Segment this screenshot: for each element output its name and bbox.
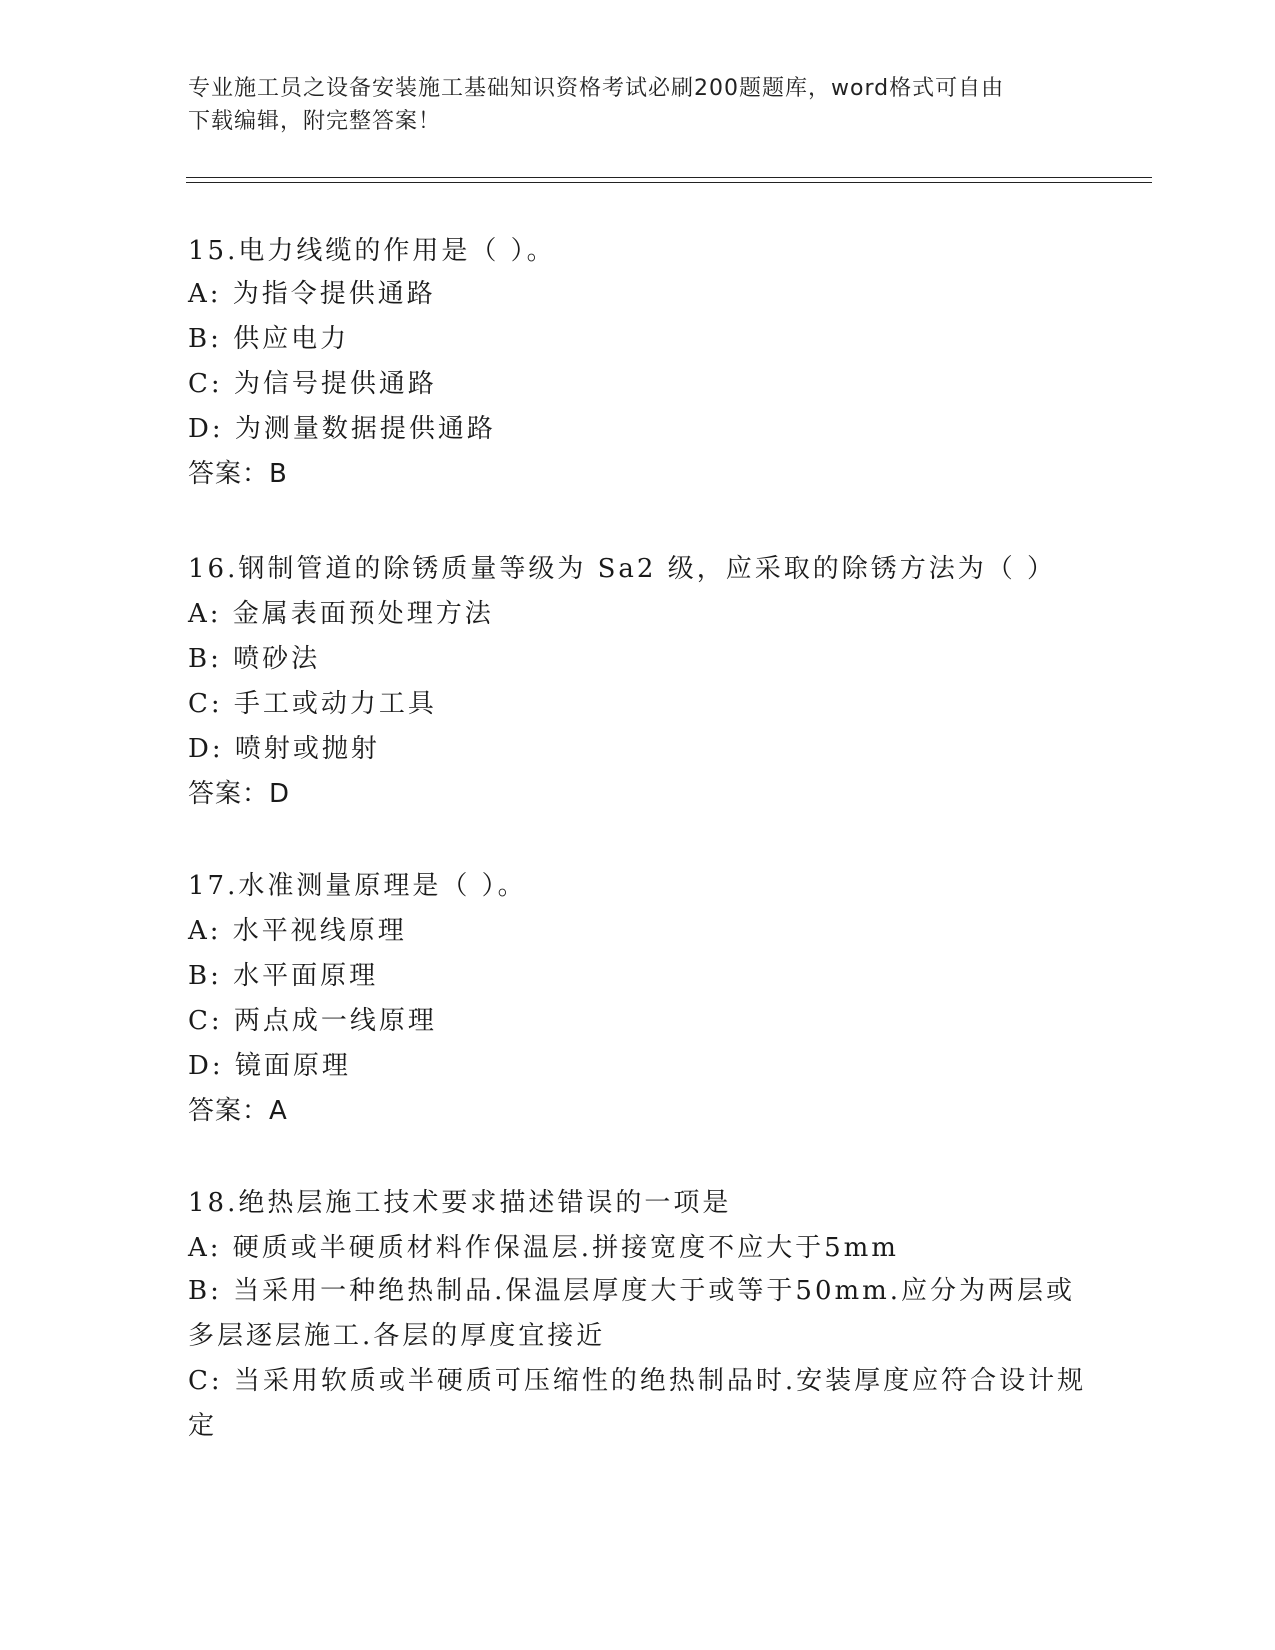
header-line-2: 下载编辑，附完整答案！ bbox=[188, 109, 442, 134]
question-18-option-a: A: 硬质或半硬质材料作保温层.拼接宽度不应大于5mm bbox=[188, 1233, 899, 1263]
question-15-option-d: D: 为测量数据提供通路 bbox=[188, 414, 496, 444]
question-15-option-c: C: 为信号提供通路 bbox=[188, 369, 437, 399]
question-15-answer: 答案：B bbox=[188, 459, 288, 489]
question-16-answer: 答案：D bbox=[188, 779, 291, 809]
question-18-title: 18.绝热层施工技术要求描述错误的一项是 bbox=[188, 1188, 732, 1218]
question-17-option-c: C: 两点成一线原理 bbox=[188, 1006, 437, 1036]
question-16-option-a: A: 金属表面预处理方法 bbox=[188, 599, 494, 629]
question-17-title: 17.水准测量原理是（ ）。 bbox=[188, 871, 527, 901]
question-17-option-d: D: 镜面原理 bbox=[188, 1051, 351, 1081]
question-18-option-b: B: 当采用一种绝热制品.保温层厚度大于或等于50mm.应分为两层或多层逐层施工.各层的厚度宜接近 bbox=[188, 1276, 1076, 1351]
question-15-option-b: B: 供应电力 bbox=[188, 324, 350, 354]
question-17-option-b: B: 水平面原理 bbox=[188, 961, 379, 991]
question-16-option-c: C: 手工或动力工具 bbox=[188, 689, 437, 719]
question-17-option-a: A: 水平视线原理 bbox=[188, 916, 407, 946]
header-divider-bottom bbox=[186, 182, 1152, 183]
question-16-option-b: B: 喷砂法 bbox=[188, 644, 321, 674]
document-header bbox=[188, 72, 1068, 138]
question-16-title: 16.钢制管道的除锈质量等级为 Sa2 级，应采取的除锈方法为（ ） bbox=[188, 554, 1056, 584]
header-divider-top bbox=[186, 177, 1152, 178]
question-15-option-a: A: 为指令提供通路 bbox=[188, 279, 436, 309]
question-15-title: 15.电力线缆的作用是（ ）。 bbox=[188, 236, 556, 266]
header-line-1: 专业施工员之设备安装施工基础知识资格考试必刷200题题库，word格式可自由 bbox=[188, 76, 1005, 101]
question-18-option-c: C: 当采用软质或半硬质可压缩性的绝热制品时.安装厚度应符合设计规定 bbox=[188, 1366, 1087, 1441]
question-16-option-d: D: 喷射或抛射 bbox=[188, 734, 380, 764]
question-17-answer: 答案：A bbox=[188, 1096, 288, 1126]
